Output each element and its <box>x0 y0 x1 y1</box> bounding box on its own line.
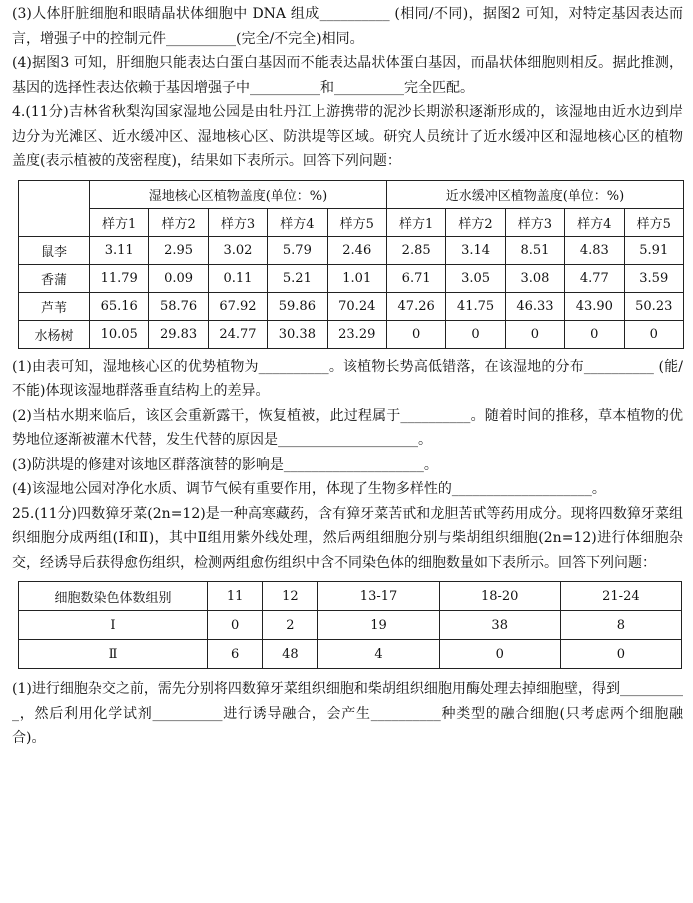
table-row <box>19 611 682 640</box>
table-cell: 5.91 <box>624 236 683 264</box>
table-cell: 8 <box>560 611 681 640</box>
group-label: Ⅱ <box>19 640 208 669</box>
table-cell: 47.26 <box>386 292 445 320</box>
sample-header: 样方3 <box>208 208 267 236</box>
table-cell: 43.90 <box>565 292 624 320</box>
table-cell: 59.86 <box>268 292 327 320</box>
sample-header: 样方2 <box>446 208 505 236</box>
table-cell: 0 <box>565 320 624 348</box>
sample-header: 样方3 <box>505 208 564 236</box>
table-cell: 4 <box>318 640 439 669</box>
table-cell: 58.76 <box>149 292 208 320</box>
question-3-4: (4)据图3 可知，肝细胞只能表达白蛋白基因而不能表达晶状体蛋白基因，而晶状体细胞则相反。据此推测，基因的选择性表达依赖于基因增强子中__________和__________完全匹配。 <box>12 55 683 96</box>
table-cell: 0.09 <box>149 264 208 292</box>
sample-header: 样方1 <box>386 208 445 236</box>
table-cell: 41.75 <box>446 292 505 320</box>
table-cell: 3.08 <box>505 264 564 292</box>
table-cell: 50.23 <box>624 292 683 320</box>
sample-header: 样方4 <box>268 208 327 236</box>
sample-header: 样方5 <box>624 208 683 236</box>
chromosome-count-table <box>18 581 682 669</box>
question-24-4: (4)该湿地公园对净化水质、调节气候有重要作用，体现了生物多样性的____________________。 <box>12 481 606 497</box>
table-cell: 5.79 <box>268 236 327 264</box>
table-cell: 2.85 <box>386 236 445 264</box>
table-cell: 48 <box>263 640 318 669</box>
table-header-cell: 13-17 <box>318 582 439 611</box>
sample-header: 样方5 <box>327 208 386 236</box>
table-cell: 46.33 <box>505 292 564 320</box>
question-25-1: (1)进行细胞杂交之前，需先分别将四数獐牙菜组织细胞和柴胡组织细胞用酶处理去掉细胞壁，得到__________，然后利用化学试剂__________进行诱导融合，会产生__________种类型的融合细胞(只考虑两个细胞融合)。 <box>12 681 683 746</box>
table-cell: 0 <box>439 640 560 669</box>
table-cell: 0 <box>386 320 445 348</box>
plant-name: 香蒲 <box>19 264 90 292</box>
table-cell: 67.92 <box>208 292 267 320</box>
table-cell: 3.14 <box>446 236 505 264</box>
table-cell: 65.16 <box>90 292 149 320</box>
table-group-header-buffer: 近水缓冲区植物盖度(单位：%) <box>386 180 683 208</box>
table-cell: 0 <box>208 611 263 640</box>
table-cell: 4.83 <box>565 236 624 264</box>
table-cell: 24.77 <box>208 320 267 348</box>
question-24-3: (3)防洪堤的修建对该地区群落演替的影响是____________________。 <box>12 456 438 473</box>
table-cell: 2.46 <box>327 236 386 264</box>
table-cell: 23.29 <box>327 320 386 348</box>
table-cell: 8.51 <box>505 236 564 264</box>
table-cell: 11.79 <box>90 264 149 292</box>
table-cell: 6.71 <box>386 264 445 292</box>
table-row <box>19 640 682 669</box>
table-cell: 2 <box>263 611 318 640</box>
table-cell: 10.05 <box>90 320 149 348</box>
table-row <box>19 292 684 320</box>
table-header-row <box>19 180 684 208</box>
plant-name: 芦苇 <box>19 292 90 320</box>
sample-header: 样方4 <box>565 208 624 236</box>
plant-coverage-table <box>18 180 684 349</box>
table-cell: 3.11 <box>90 236 149 264</box>
table-corner-cell <box>19 180 90 236</box>
table-cell: 2.95 <box>149 236 208 264</box>
table-cell: 0 <box>624 320 683 348</box>
table-row <box>19 320 684 348</box>
question-3-3: (3)人体肝脏细胞和眼睛晶状体细胞中 DNA 组成__________ (相同/不同)，据图2 可知，对特定基因表达而言，增强子中的控制元件__________(完全/不完全)相同。 <box>12 6 683 47</box>
table-header-cell: 细胞数染色体数组别 <box>19 582 208 611</box>
table-cell: 0.11 <box>208 264 267 292</box>
plant-name: 鼠李 <box>19 236 90 264</box>
plant-name: 水杨树 <box>19 320 90 348</box>
question-24-1: (1)由表可知，湿地核心区的优势植物为__________。该植物长势高低错落，在该湿地的分布__________ (能/不能)体现该湿地群落垂直结构上的差异。 <box>12 358 683 399</box>
table-cell: 3.59 <box>624 264 683 292</box>
sample-header: 样方1 <box>90 208 149 236</box>
table-cell: 6 <box>208 640 263 669</box>
table-row <box>19 264 684 292</box>
table-cell: 29.83 <box>149 320 208 348</box>
table-cell: 19 <box>318 611 439 640</box>
question-24-stem: 4.(11分)吉林省秋梨沟国家湿地公园是由牡丹江上游携带的泥沙长期淤积逐渐形成的，该湿地由近水边到岸边分为光滩区、近水缓冲区、湿地核心区、防洪堤等区域。研究人员统计了近水缓冲区和湿地核心区的植物盖度(表示植被的茂密程度)，结果如下表所示。回答下列问题： <box>12 104 683 169</box>
table-group-header-core: 湿地核心区植物盖度(单位：%) <box>90 180 387 208</box>
table-header-cell: 18-20 <box>439 582 560 611</box>
table-cell: 38 <box>439 611 560 640</box>
question-25-stem: 25.(11分)四数獐牙菜(2n=12)是一种高寒藏药，含有獐牙菜苦甙和龙胆苦甙等药用成分。现将四数獐牙菜组织细胞分成两组(Ⅰ和Ⅱ)，其中Ⅱ组用紫外线处理，然后两组细胞分别与柴胡组织细胞(2n=12)进行体细胞杂交，经诱导后获得愈伤组织，检测两组愈伤组织中含不同染色体的细胞数量如下表所示。回答下列问题： <box>12 505 683 571</box>
question-24-2: (2)当枯水期来临后，该区会重新露干，恢复植被，此过程属于__________。随着时间的推移，草本植物的优势地位逐渐被灌木代替，发生代替的原因是____________________。 <box>12 407 683 448</box>
table-header-cell: 12 <box>263 582 318 611</box>
sample-header: 样方2 <box>149 208 208 236</box>
table-sample-header-row <box>19 208 684 236</box>
table-cell: 0 <box>505 320 564 348</box>
table-header-row <box>19 582 682 611</box>
table-cell: 70.24 <box>327 292 386 320</box>
group-label: Ⅰ <box>19 611 208 640</box>
table-row <box>19 236 684 264</box>
table-cell: 4.77 <box>565 264 624 292</box>
table-header-cell: 11 <box>208 582 263 611</box>
table-header-cell: 21-24 <box>560 582 681 611</box>
table-cell: 0 <box>560 640 681 669</box>
table-cell: 0 <box>446 320 505 348</box>
table-cell: 30.38 <box>268 320 327 348</box>
table-cell: 5.21 <box>268 264 327 292</box>
table-cell: 1.01 <box>327 264 386 292</box>
table-cell: 3.05 <box>446 264 505 292</box>
table-cell: 3.02 <box>208 236 267 264</box>
